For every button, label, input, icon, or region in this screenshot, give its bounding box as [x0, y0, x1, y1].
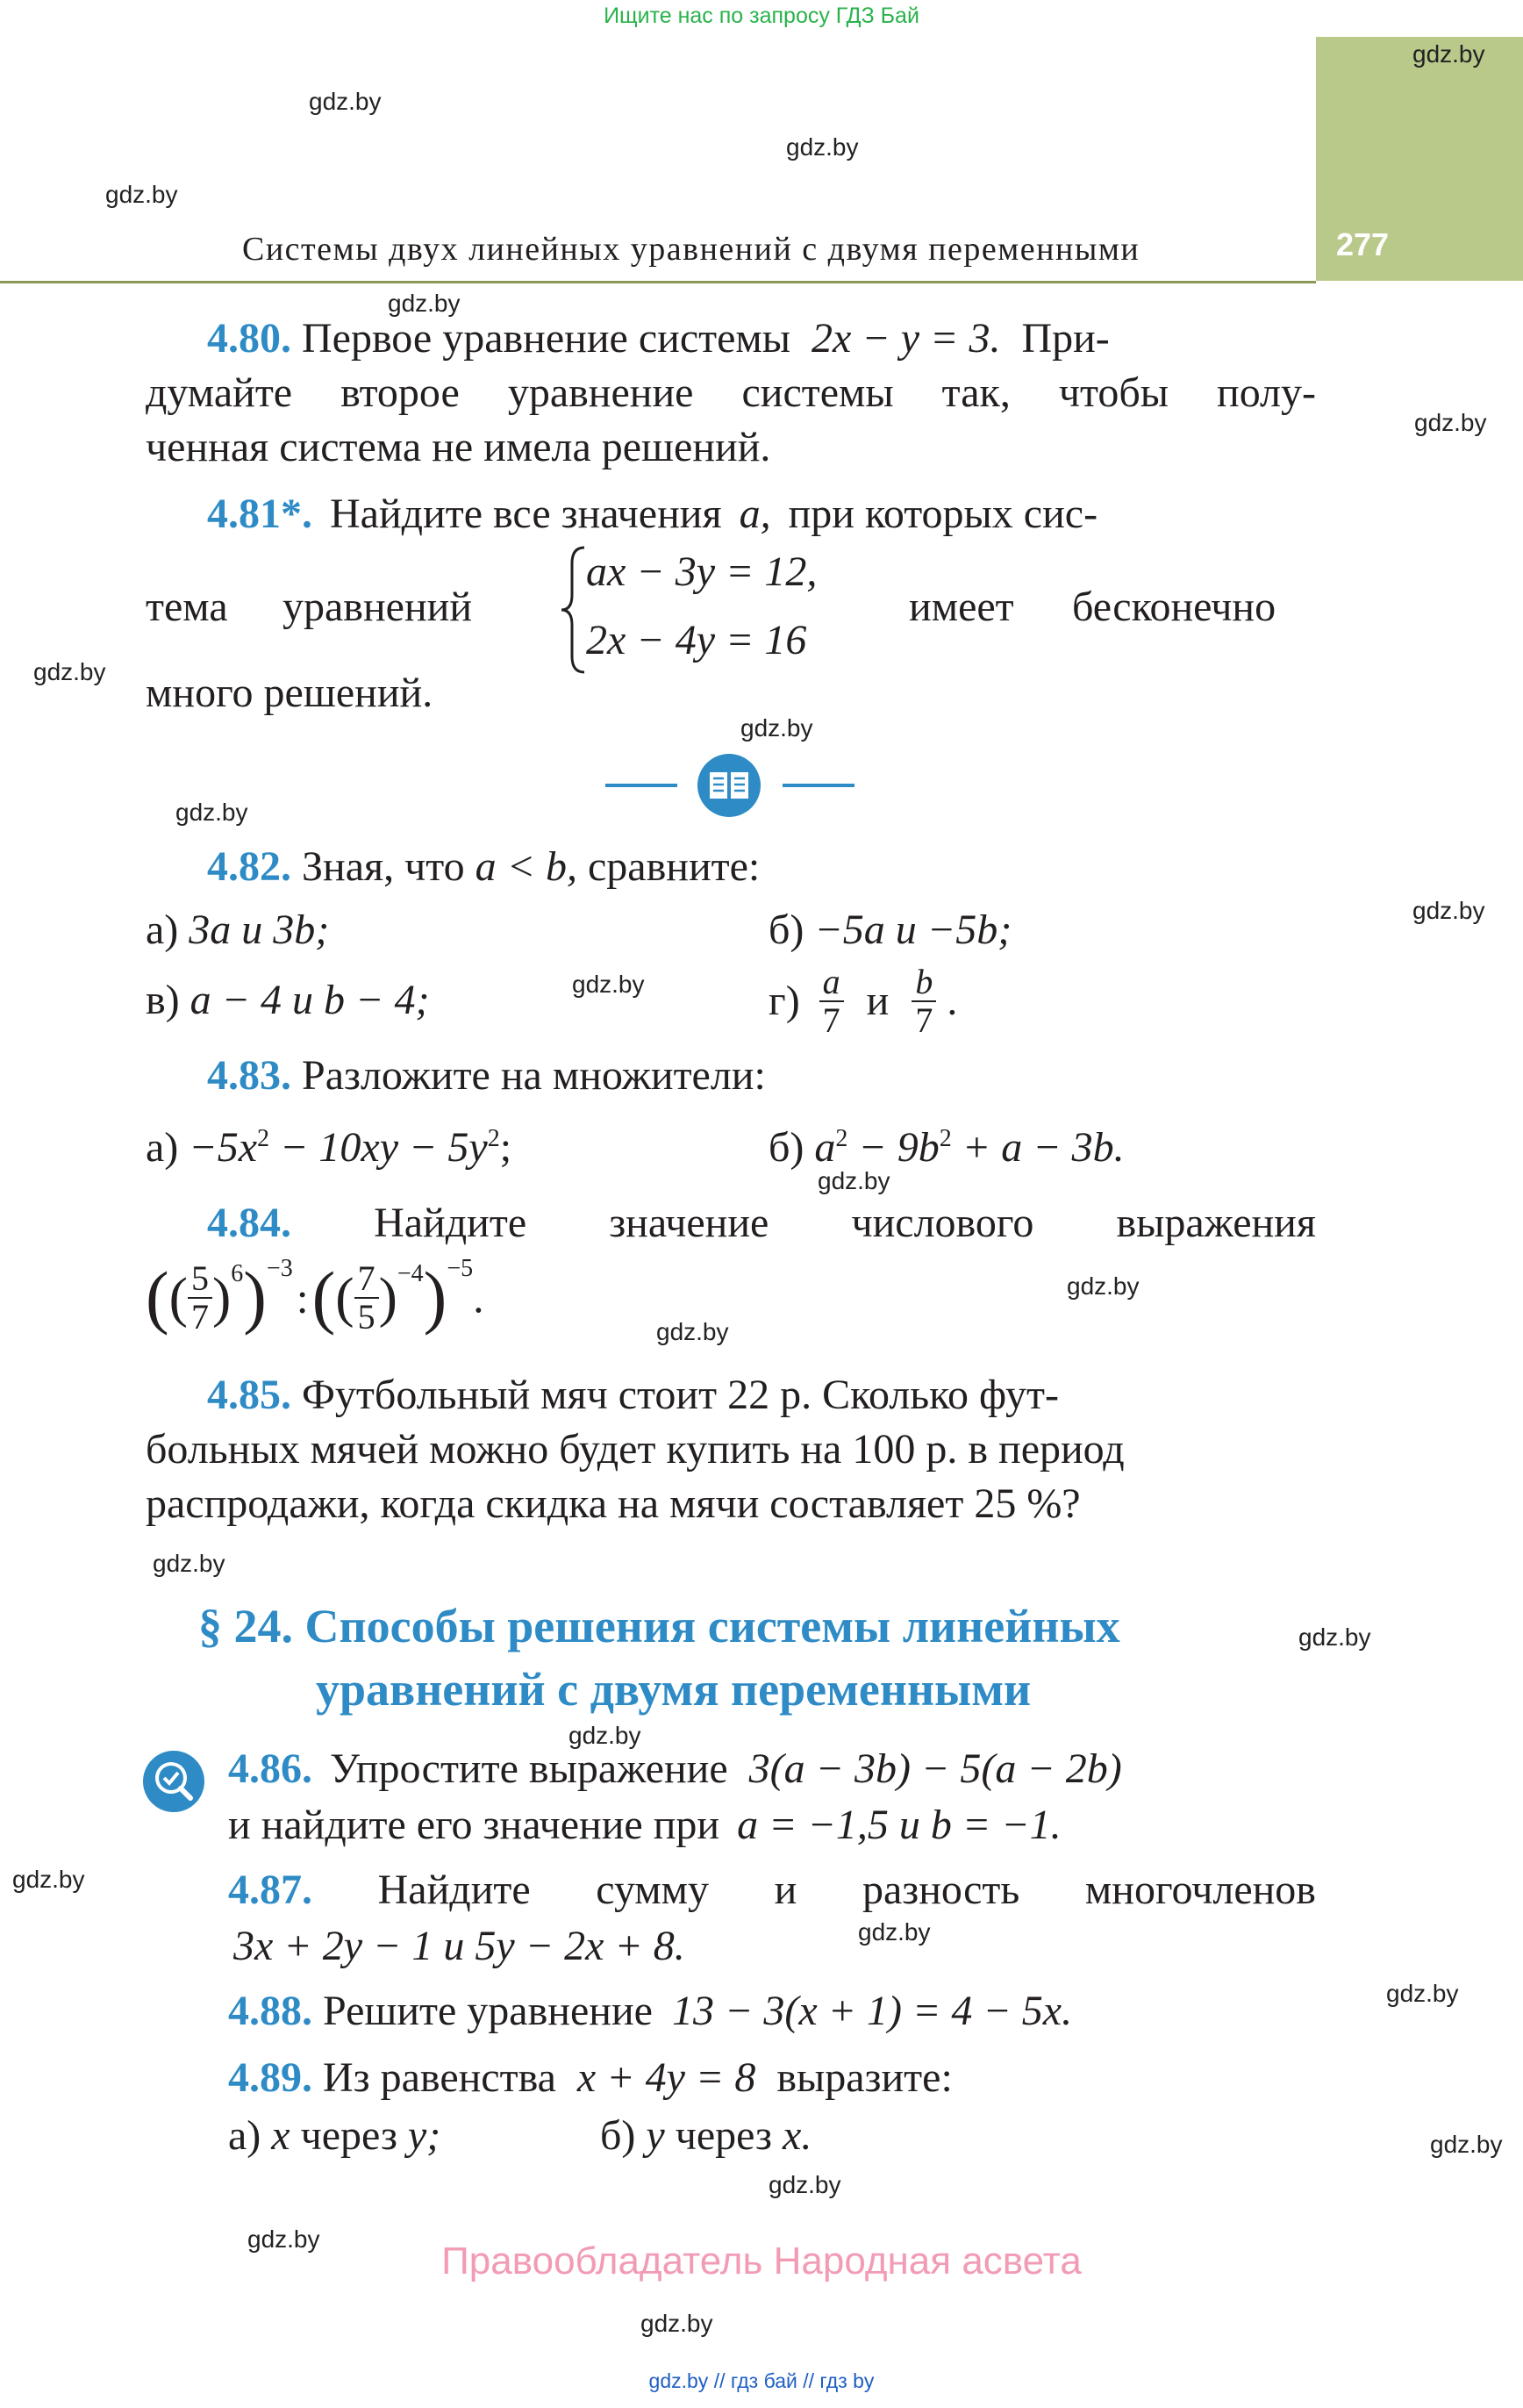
section-title-line-2: уравнений с двумя переменными	[316, 1663, 1032, 1716]
problem-4-87-line-2: 3x + 2y − 1 и 5y − 2x + 8.	[233, 1923, 685, 1969]
problem-4-82-b: б) −5a и −5b;	[769, 907, 1012, 953]
word-imeet: имеет	[909, 584, 1014, 630]
watermark: gdz.by	[786, 133, 859, 161]
problem-number: 4.80.	[207, 315, 291, 362]
section-title-line-1: § 24. Способы решения системы линейных	[198, 1600, 1120, 1652]
problem-number: 4.83.	[207, 1052, 291, 1099]
fraction-b-over-7: $\frac{b}{7}$	[912, 964, 936, 1039]
divider-line-right	[783, 784, 854, 787]
watermark: gdz.by	[175, 799, 248, 826]
copyright-footer: Правообладатель Народная асвета	[441, 2240, 1082, 2283]
problem-4-83-line-1: 4.83. Разложите на множители:	[207, 1052, 766, 1099]
problem-4-85-line-3: распродажи, когда скидка на мячи составляет 25 %?	[146, 1480, 1081, 1527]
watermark: gdz.by	[1412, 40, 1485, 68]
word-beskonechno: бесконечно	[1072, 584, 1276, 630]
watermark: gdz.by	[1430, 2131, 1503, 2158]
problem-4-84-line-1: 4.84. Найдите значение числового выражения	[207, 1200, 1316, 1246]
watermark: gdz.by	[153, 1550, 225, 1577]
watermark: gdz.by	[105, 181, 178, 208]
problem-4-81-line-3: много решений.	[146, 670, 433, 716]
problem-4-89-a: а) x через y;	[228, 2112, 441, 2159]
watermark: gdz.by	[656, 1318, 729, 1345]
problem-4-80-line-3: ченная система не имела решений.	[146, 424, 771, 470]
watermark: gdz.by	[640, 2310, 713, 2337]
problem-number: 4.89.	[228, 2054, 312, 2101]
problem-number: 4.81*.	[207, 491, 312, 537]
problem-4-82-v: в) a − 4 и b − 4;	[146, 977, 430, 1023]
watermark: gdz.by	[12, 1866, 85, 1893]
watermark: gdz.by	[33, 658, 106, 685]
problem-4-80-line-1: 4.80. Первое уравнение системы 2x − y = 3. При-	[207, 315, 1110, 362]
header-divider	[0, 281, 1316, 283]
problem-4-80-line-2: думайте второе уравнение системы так, чтобы полу-	[146, 369, 1316, 416]
watermark: gdz.by	[572, 971, 645, 998]
problem-4-87-line-1: 4.87. Найдите сумму и разность многочленов	[228, 1867, 1316, 1913]
watermark: gdz.by	[740, 714, 813, 742]
page-number: 277	[1336, 226, 1390, 262]
bottom-note: gdz.by // гдз бай // гдз by	[648, 2369, 875, 2392]
problem-number: 4.82.	[207, 843, 291, 890]
problem-4-85-line-1: 4.85. Футбольный мяч стоит 22 р. Сколько фут-	[207, 1372, 1059, 1418]
problem-4-83-b: б) $a^2 - 9b^2 + a - 3b$.	[769, 1124, 1125, 1171]
watermark: gdz.by	[1414, 409, 1487, 436]
watermark: gdz.by	[769, 2171, 841, 2198]
watermark: gdz.by	[309, 88, 382, 115]
system-equation-2: 2x − 4y = 16	[586, 617, 807, 663]
watermark: gdz.by	[818, 1167, 890, 1194]
watermark: gdz.by	[1067, 1272, 1140, 1300]
watermark: gdz.by	[388, 290, 461, 317]
watermark: gdz.by	[247, 2225, 320, 2253]
top-note: Ищите нас по запросу ГДЗ Бай	[604, 4, 919, 28]
problem-4-82-g: г) $\frac{a}{7}$ и $\frac{b}{7}$ .	[769, 962, 958, 1040]
problem-number: 4.84.	[207, 1200, 291, 1246]
problem-4-85-line-2: больных мячей можно будет купить на 100 р. в период	[146, 1426, 1125, 1473]
problem-4-89-line-1: 4.89. Из равенства x + 4y = 8 выразите:	[228, 2054, 953, 2101]
watermark: gdz.by	[1412, 897, 1485, 924]
problem-4-83-a: $а) -5x^2 - 10xy - 5y^2$;	[146, 1124, 512, 1171]
problem-4-89-b: б) y через x.	[600, 2112, 812, 2159]
problem-number: 4.88.	[228, 1988, 312, 2034]
book-icon	[697, 753, 762, 818]
system-equation-1: ax − 3y = 12,	[586, 548, 818, 595]
word-uravneniy: уравнений	[282, 584, 473, 630]
problem-4-88: 4.88. Решите уравнение 13 − 3(x + 1) = 4 − 5x.	[228, 1988, 1073, 2034]
magnifier-check-icon	[142, 1750, 205, 1813]
watermark: gdz.by	[1386, 1980, 1459, 2007]
problem-4-82-a: а) 3a и 3b;	[146, 907, 330, 953]
problem-number: 4.85.	[207, 1372, 291, 1418]
problem-4-82-line-1: 4.82. Зная, что a < b, сравните:	[207, 843, 761, 890]
fraction-a-over-7: $\frac{a}{7}$	[819, 964, 844, 1039]
problem-number: 4.87.	[228, 1867, 312, 1913]
page-header-title: Системы двух линейных уравнений с двумя переменными	[242, 231, 1140, 268]
problem-4-84-expression: (( $\frac{5}{7}$ )$^6$)$^{-3}$:(( $\frac{7}{5}$ )$^{-4}$)$^{-5}$.	[146, 1255, 484, 1337]
divider-line-left	[605, 784, 677, 787]
watermark: gdz.by	[568, 1722, 641, 1749]
watermark: gdz.by	[1298, 1623, 1371, 1651]
word-tema: тема	[146, 584, 228, 630]
problem-4-86-line-1: 4.86. Упростите выражение 3(a − 3b) − 5(a − 2b)	[228, 1745, 1122, 1792]
system-brace	[558, 544, 588, 676]
problem-4-86-line-2: и найдите его значение при a = −1,5 и b = −1.	[228, 1802, 1062, 1848]
watermark: gdz.by	[858, 1918, 931, 1946]
problem-4-81-line-1: 4.81*. Найдите все значения a, при которых сис-	[207, 491, 1098, 537]
problem-number: 4.86.	[228, 1745, 312, 1792]
